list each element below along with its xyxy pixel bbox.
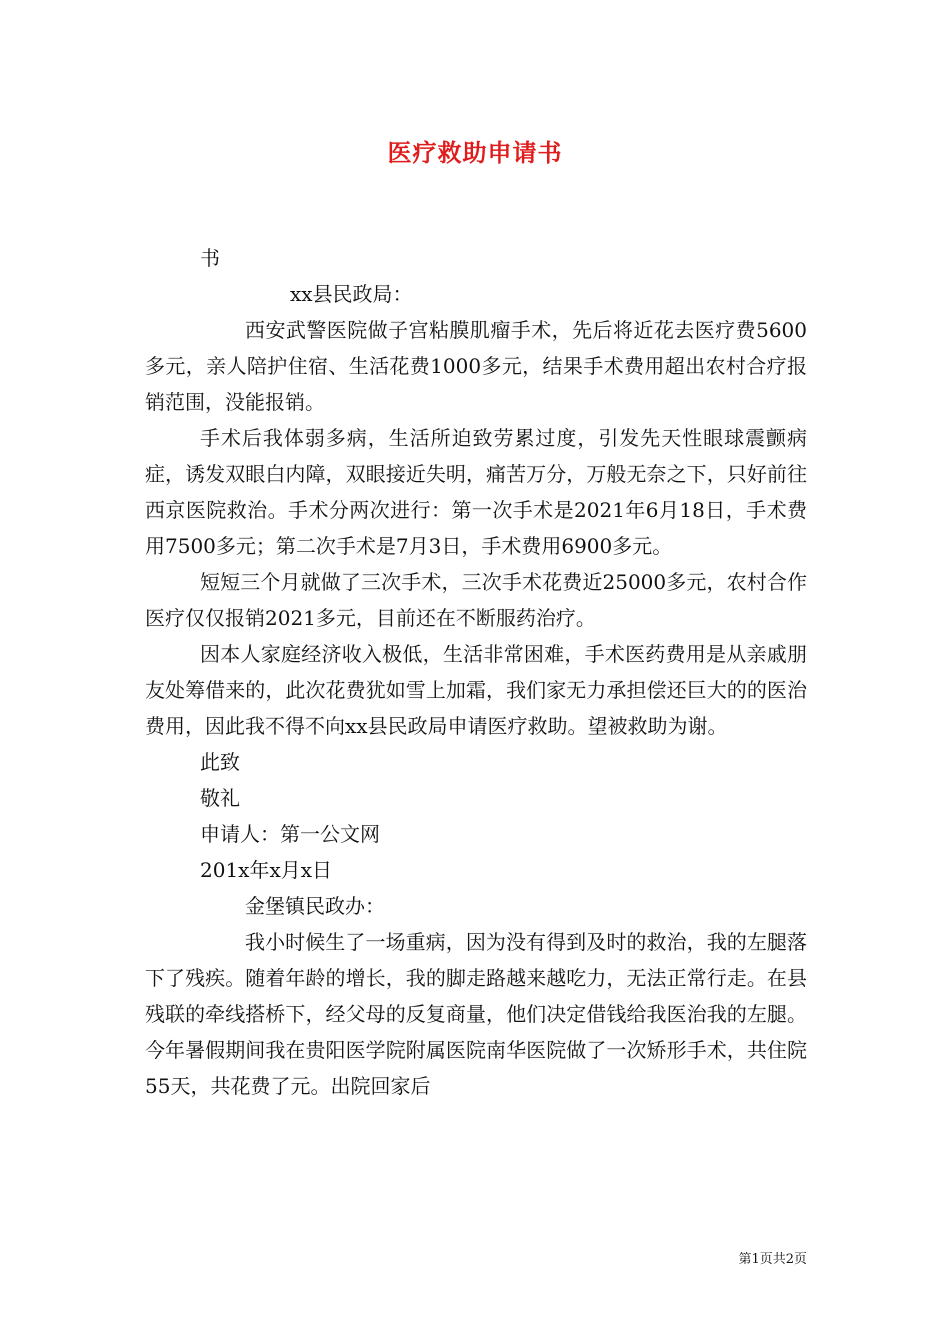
salutation-county-bureau: xx县民政局： xyxy=(290,282,413,306)
paragraph-surgery-costs: 西安武警医院做子宫粘膜肌瘤手术，先后将近花去医疗费5600多元，亲人陪护住宿、生活花费1000多元，结果手术费用超出农村合疗报销范围，没能报销。 xyxy=(145,318,807,414)
document-title: 医疗救助申请书 xyxy=(387,138,563,167)
fragment-line: 书 xyxy=(200,246,220,270)
closing-jingli: 敬礼 xyxy=(200,786,240,810)
document-body xyxy=(145,240,807,1104)
paragraph-leg-surgery: 我小时候生了一场重病，因为没有得到及时的救治，我的左腿落下了残疾。随着年龄的增长，我的脚走路越来越吃力，无法正常行走。在县残联的牵线搭桥下，经父母的反复商量，他们决定借钱给我医治我的左腿。今年暑假期间我在贵阳医学院附属医院南华医院做了一次矫形手术，共住院55天，共花费了元。出院回家后 xyxy=(145,930,807,1098)
applicant-line: 申请人：第一公文网 xyxy=(200,822,380,846)
closing-cizhi: 此致 xyxy=(200,750,240,774)
salutation-town-office: 金堡镇民政办： xyxy=(245,894,385,918)
paragraph-financial-hardship: 因本人家庭经济收入极低，生活非常困难，手术医药费用是从亲戚朋友处筹借来的，此次花费犹如雪上加霜，我们家无力承担偿还巨大的的医治费用，因此我不得不向xx县民政局申请医疗救助。望被救助为谢。 xyxy=(145,642,807,738)
page-number: 第1页共2页 xyxy=(738,1252,807,1267)
paragraph-three-surgeries: 短短三个月就做了三次手术，三次手术花费近25000多元，农村合作医疗仅仅报销2021多元，目前还在不断服药治疗。 xyxy=(145,570,807,630)
date-line: 201x年x月x日 xyxy=(200,858,333,882)
paragraph-eye-surgery: 手术后我体弱多病，生活所迫致劳累过度，引发先天性眼球震颤病症，诱发双眼白内障，双眼接近失明，痛苦万分，万般无奈之下，只好前往西京医院救治。手术分两次进行：第一次手术是2021年6月18日，手术费用7500多元；第二次手术是7月3日，手术费用6900多元。 xyxy=(145,426,807,558)
